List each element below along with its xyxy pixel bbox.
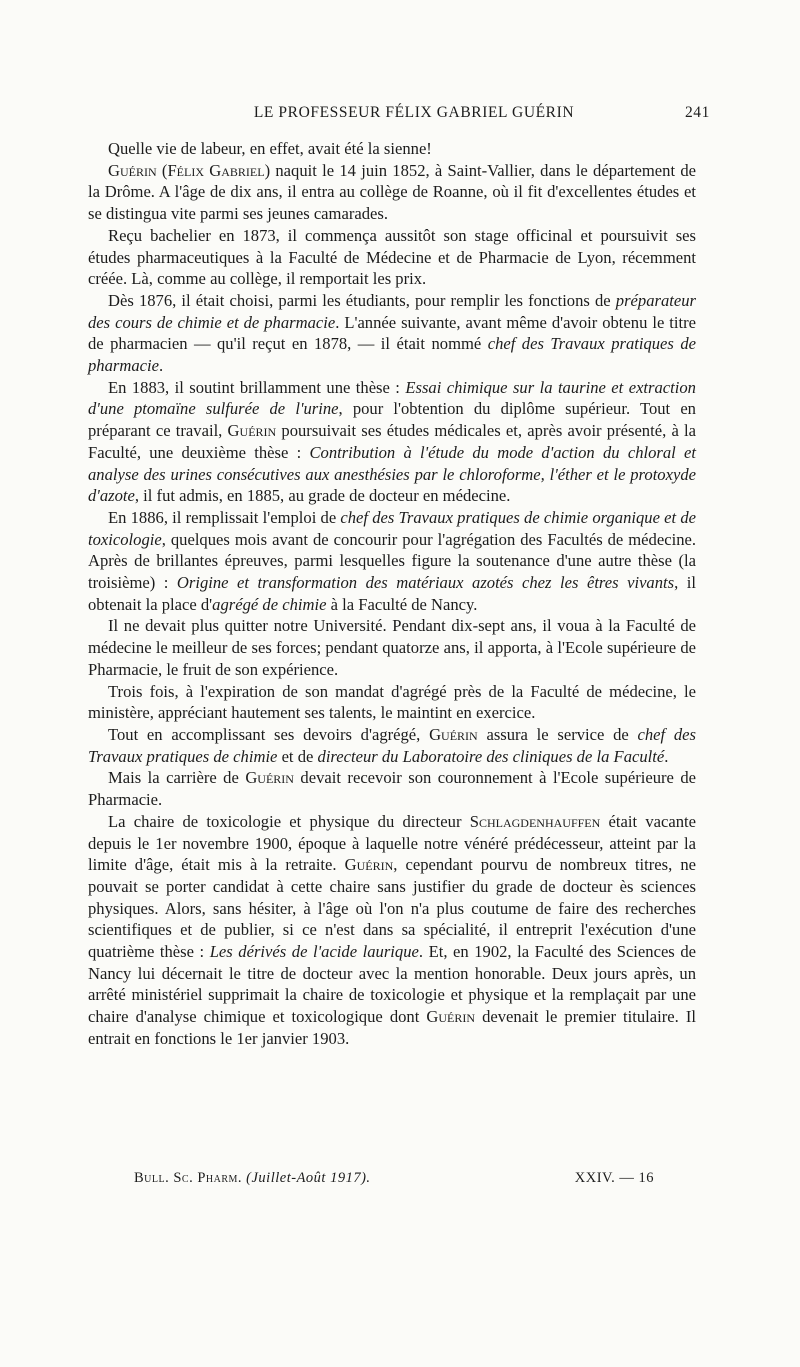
paragraph — [88, 615, 696, 680]
text-run: assura le service de — [477, 724, 638, 744]
paragraph — [88, 811, 696, 1050]
running-title: LE PROFESSEUR FÉLIX GABRIEL GUÉRIN — [253, 104, 575, 121]
text-run: . Et, en 1902, la Faculté des Sciences de Nancy lui décernait le titre de docteur avec la mention honorable. Deux jours après, un arrêté ministériel supprimait la chaire de toxicologie et physique et la remplaçait par une chaire d'analyse chimique et toxicologique dont — [88, 942, 696, 1027]
text-run: En 1883, il soutint brillamment une thèse : — [108, 377, 406, 397]
text-run: à la Faculté de Nancy. — [326, 594, 478, 614]
text-run: ( — [156, 160, 168, 180]
text-run: devenait le premier titulaire. Il entrait en fonctions le 1er janvier 1903. — [88, 1007, 696, 1048]
small-caps-name: Guérin — [426, 1007, 476, 1027]
paragraph — [88, 290, 696, 377]
italic-text: agrégé de chimie — [212, 594, 327, 614]
small-caps-name: Schlagdenhauffen — [469, 811, 601, 831]
italic-text: Essai chimique sur la taurine et extraction d'une ptomaïne sulfurée de l'urine — [88, 377, 696, 419]
text-run: , pour l'obtention du diplôme supérieur. Tout en préparant ce travail, — [88, 399, 696, 441]
text-run: était vacante depuis le 1er novembre 1900, époque à laquelle notre vénéré prédécesseur, atteint par la limite d'âge, était mis à la retraite. — [88, 811, 697, 875]
italic-text: chef des Travaux pratiques de chimie organique et de toxicologie — [88, 507, 696, 549]
paragraph — [88, 767, 696, 810]
small-caps-name: Guérin — [245, 768, 294, 788]
text-run: Reçu bachelier en 1873, il commença aussitôt son stage officinal et poursuivit ses études pharmaceutiques à la Faculté de Médecine et de Pharmacie de Lyon, récemment créée. Là, comme au collège, il remportait les prix. — [88, 225, 696, 289]
paragraph — [88, 160, 696, 225]
text-run: Quelle vie de labeur, en effet, avait été la sienne! — [108, 139, 432, 158]
italic-text: Contribution à l'étude du mode d'action du chloral et analyse des urines consécutives aux anesthésies par le chloroforme, l'éther et le protoxyde d'azote — [88, 442, 697, 506]
paragraph — [88, 681, 696, 724]
italic-text: chef des Travaux pratiques de chimie — [88, 724, 696, 766]
paragraph — [88, 138, 696, 160]
running-header — [88, 104, 710, 122]
italic-text: Les dérivés de l'acide laurique — [209, 942, 419, 962]
text-run: La chaire de toxicologie et physique du directeur — [108, 811, 470, 831]
text-run: Dès 1876, il était choisi, parmi les étudiants, pour remplir les fonctions de — [108, 290, 616, 310]
paragraph — [88, 377, 696, 507]
text-run: , il obtenait la place d' — [88, 573, 696, 614]
italic-text: Origine et transformation des matériaux azotés chez les êtres vivants — [176, 573, 675, 593]
text-run: , cependant pourvu de nombreux titres, ne pouvait se porter candidat à cette chaire sans justifier du grade de docteur ès sciences physiques. Alors, sans hésiter, à l'âge où l'on n'a plus coutume de faire des recherches scientifiques et de publier, si ce n'est dans sa spécialité, il entreprit l'exécution d'une quatrième thèse : — [88, 855, 697, 962]
text-run: . L'année suivante, avant même d'avoir obtenu le titre de pharmacien — qu'il reçut en 1878, — il était nommé — [88, 312, 696, 354]
text-run: Trois fois, à l'expiration de son mandat d'agrégé près de la Faculté de médecine, le ministère, appréciant hautement ses talents, le maintint en exercice. — [88, 681, 696, 723]
text-run: poursuivait ses études médicales et, après avoir présenté, à la Faculté, une deuxième thèse : — [88, 421, 696, 462]
small-caps-name: Guérin — [108, 160, 157, 180]
text-run: devait recevoir son couronnement à l'Ecole supérieure de Pharmacie. — [88, 768, 696, 810]
text-run: , il fut admis, en 1885, au grade de docteur en médecine. — [134, 486, 511, 506]
italic-text: chef des Travaux pratiques de pharmacie — [88, 334, 696, 376]
sheet-signature: XXIV. — 16 — [574, 1170, 654, 1186]
text-run: Tout en accomplissant ses devoirs d'agrégé, — [108, 724, 430, 744]
small-caps-name: Guérin — [344, 855, 394, 875]
text-run: et de — [277, 746, 318, 766]
text-run: , quelques mois avant de concourir pour l'agrégation des Facultés de médecine. Après de brillantes épreuves, parmi lesquelles figure la soutenance d'une autre thèse (la troisième) : — [88, 529, 696, 593]
text-run: Il ne devait plus quitter notre Université. Pendant dix-sept ans, il voua à la Faculté de médecine le meilleur de ses forces; pendant quatorze ans, il apporta, à l'Ecole supérieure de Pharmacie, le fruit de son expérience. — [88, 616, 696, 679]
journal-name: Bull. Sc. Pharm. — [134, 1170, 243, 1186]
small-caps-name: Guérin — [429, 724, 478, 744]
text-run: En 1886, il remplissait l'emploi de — [108, 507, 341, 527]
journal-issue: (Juillet-Août 1917). — [246, 1170, 371, 1186]
article-body — [88, 138, 696, 1050]
text-run: . — [158, 356, 164, 376]
page-footer — [134, 1170, 654, 1187]
text-run: . — [664, 746, 669, 766]
small-caps-name: Félix Gabriel — [167, 160, 265, 180]
italic-text: directeur du Laboratoire des cliniques de la Faculté — [317, 746, 665, 766]
small-caps-name: Guérin — [227, 421, 277, 441]
text-run: ) naquit le 14 juin 1852, à Saint-Vallier, dans le département de la Drôme. A l'âge de dix ans, il entra au collège de Roanne, où il fit d'excellentes études et se distingua vite parmi ses jeunes camarades. — [88, 160, 696, 224]
paragraph — [88, 724, 696, 767]
paragraph — [88, 225, 696, 290]
page-number: 241 — [684, 104, 710, 121]
paragraph — [88, 507, 696, 616]
text-run: Mais la carrière de — [108, 768, 246, 788]
italic-text: préparateur des cours de chimie et de pharmacie — [88, 290, 696, 332]
